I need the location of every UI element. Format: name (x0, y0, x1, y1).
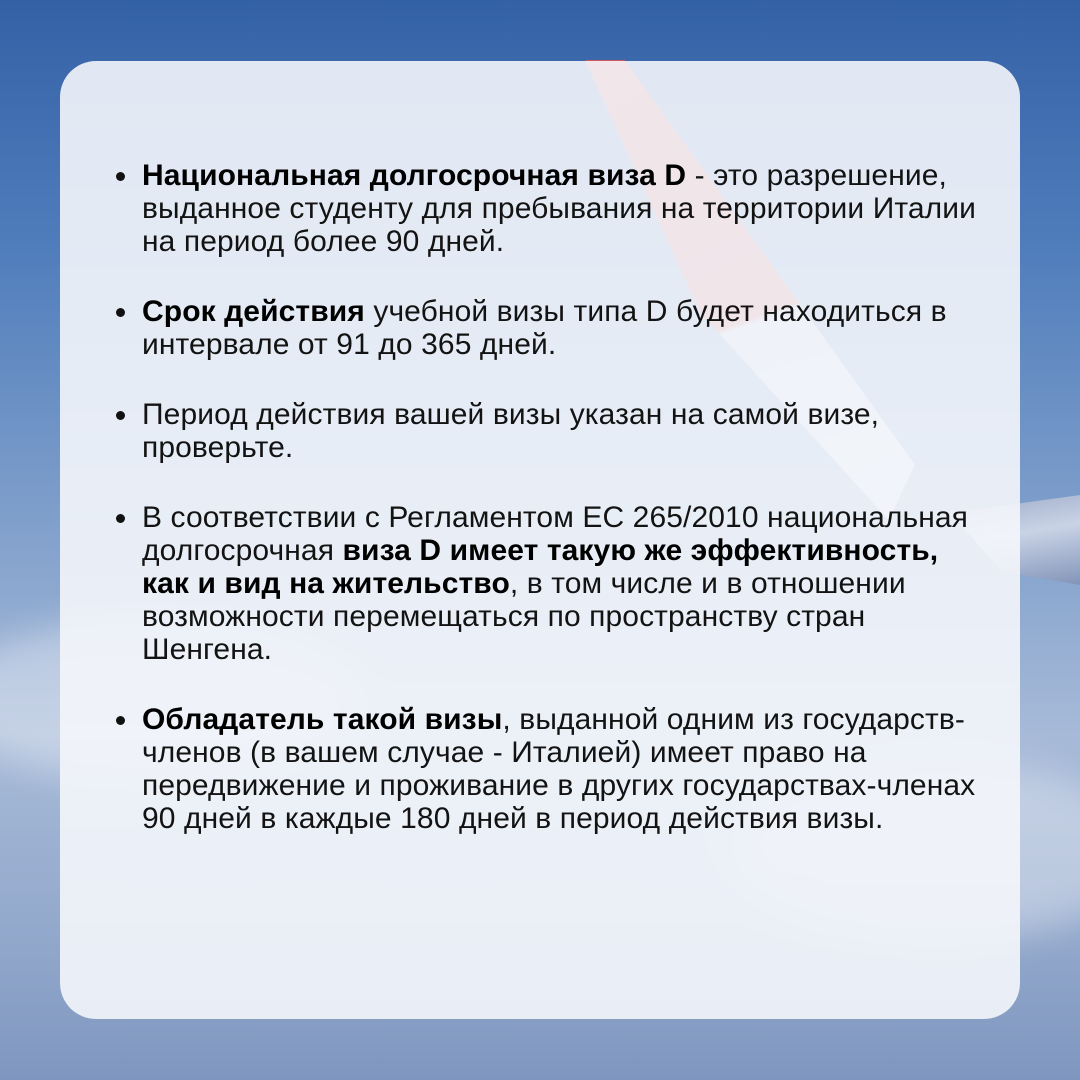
bullet-text: , выданной одним из государств-членов (в вашем случае - Италией) имеет право на передвижение и проживание в других государствах-членах 90 дней в каждые 180 дней в период действия визы. (142, 703, 976, 835)
bullet-bold-text: виза D имеет такую же эффективность, как и вид на жительство (142, 534, 939, 600)
bullet-item-regulation (142, 501, 982, 666)
bullet-item-validity (142, 295, 982, 361)
bullet-text: Период действия вашей визы указан на самой визе, проверьте. (142, 398, 880, 464)
bullet-text: , в том числе и в отношении возможности перемещаться по пространству стран Шенгена. (142, 567, 906, 666)
bullet-bold-text: Обладатель такой визы (142, 703, 503, 736)
bullet-item-visa-d (142, 159, 982, 258)
bullet-bold-text: Срок действия (142, 295, 365, 328)
bullet-text: В соответствии с Регламентом ЕС 265/2010 национальная долгосрочная (142, 501, 968, 567)
bullet-text: учебной визы типа D будет находиться в интервале от 91 до 365 дней. (142, 295, 947, 361)
info-card (60, 61, 1020, 1019)
bullet-text: - это разрешение, выданное студенту для пребывания на территории Италии на период более 90 дней. (142, 159, 976, 258)
bullet-item-holder (142, 703, 982, 835)
bullet-bold-text: Национальная долгосрочная виза D (142, 159, 687, 192)
bullet-item-period (142, 398, 982, 464)
visa-info-list (142, 159, 982, 872)
